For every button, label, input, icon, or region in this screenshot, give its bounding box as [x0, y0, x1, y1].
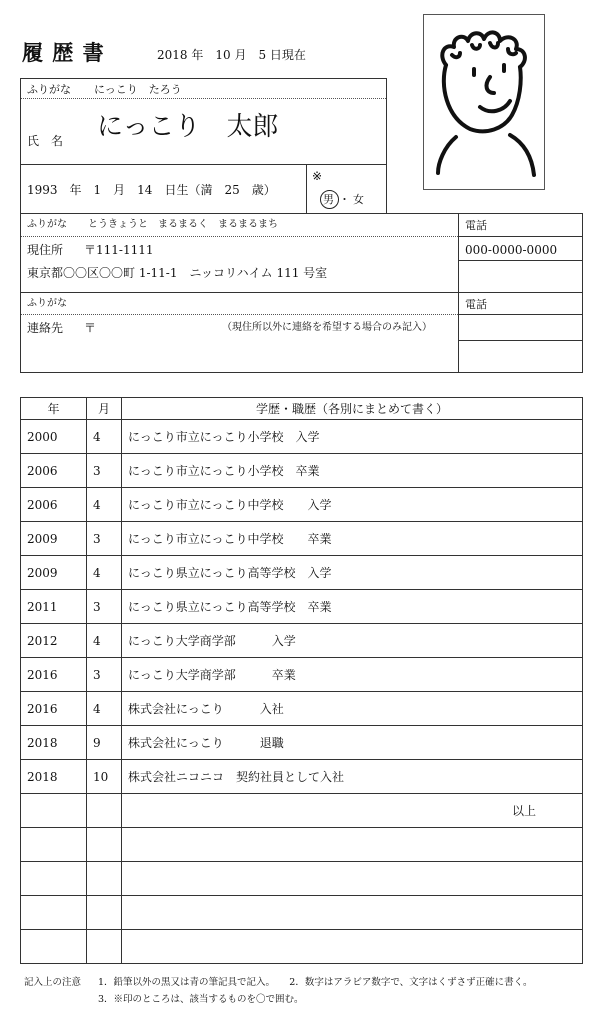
history-desc-cell — [122, 828, 583, 862]
history-month-cell — [87, 862, 122, 896]
history-desc-cell — [122, 896, 583, 930]
notes-line-1: 1．鉛筆以外の黒又は青の筆記具で記入。 2．数字はアラビア数字で、文字はくずさず正確に書く。 — [98, 977, 533, 988]
history-desc-cell: 株式会社ニコニコ 契約社員として入社 — [122, 760, 583, 794]
history-end-mark: 以上 — [122, 794, 583, 828]
table-row — [21, 658, 583, 692]
history-month-cell: 3 — [87, 522, 122, 556]
history-month-cell — [87, 930, 122, 964]
address-line: 東京都〇〇区〇〇町 1-11-1 ニッコリハイム 111 号室 — [27, 266, 328, 280]
history-year-cell — [21, 862, 87, 896]
table-row — [21, 862, 583, 896]
table-row — [21, 794, 583, 828]
address-phone-value: 000-0000-0000 — [465, 243, 558, 257]
history-year-cell: 2016 — [21, 692, 87, 726]
history-table — [20, 397, 583, 964]
table-row — [21, 828, 583, 862]
contact-furigana-label: ふりがな — [27, 298, 67, 309]
address-phone-label: 電話 — [465, 219, 487, 232]
history-month-cell: 3 — [87, 590, 122, 624]
history-header-row — [21, 398, 583, 420]
history-desc-cell: にっこり大学商学部 卒業 — [122, 658, 583, 692]
table-row — [21, 590, 583, 624]
name-value: にっこり 太郎 — [97, 112, 279, 142]
history-year-cell: 2009 — [21, 522, 87, 556]
history-year-cell: 2006 — [21, 454, 87, 488]
contact-phone-label: 電話 — [465, 298, 487, 311]
history-year-cell: 2011 — [21, 590, 87, 624]
document-date: 2018 年 10 月 5 日現在 — [157, 48, 306, 62]
history-desc-cell: にっこり県立にっこり高等学校 入学 — [122, 556, 583, 590]
history-desc-cell: にっこり大学商学部 入学 — [122, 624, 583, 658]
table-row — [21, 760, 583, 794]
history-year-cell — [21, 930, 87, 964]
history-desc-cell: にっこり市立にっこり中学校 入学 — [122, 488, 583, 522]
history-desc-cell: にっこり市立にっこり中学校 卒業 — [122, 522, 583, 556]
name-furigana-value: にっこり たろう — [94, 83, 182, 96]
address-furigana-label: ふりがな — [27, 219, 67, 230]
table-row — [21, 454, 583, 488]
history-month-cell: 4 — [87, 488, 122, 522]
history-desc-cell — [122, 930, 583, 964]
history-month-cell — [87, 896, 122, 930]
smiley-face-drawing-icon — [424, 15, 544, 189]
history-month-cell: 4 — [87, 556, 122, 590]
history-col-desc: 学歴・職歴（各別にまとめて書く） — [122, 398, 583, 420]
table-row — [21, 488, 583, 522]
photo-box — [423, 14, 545, 190]
history-year-cell: 2018 — [21, 760, 87, 794]
history-month-cell: 4 — [87, 692, 122, 726]
gender-separator: ・ — [339, 193, 350, 206]
history-month-cell: 9 — [87, 726, 122, 760]
gender-male: 男 — [323, 193, 334, 206]
history-desc-cell: にっこり県立にっこり高等学校 卒業 — [122, 590, 583, 624]
history-year-cell — [21, 896, 87, 930]
history-desc-cell — [122, 862, 583, 896]
history-month-cell: 10 — [87, 760, 122, 794]
name-furigana-label: ふりがな — [27, 83, 71, 96]
history-desc-cell: 株式会社にっこり 退職 — [122, 726, 583, 760]
address-postal: 〒111-1111 — [84, 243, 154, 257]
address-furigana-value: とうきょうと まるまるく まるまるまち — [88, 219, 278, 230]
history-desc-cell: にっこり市立にっこり小学校 入学 — [122, 420, 583, 454]
notes-label: 記入上の注意 — [24, 977, 82, 988]
history-desc-cell: にっこり市立にっこり小学校 卒業 — [122, 454, 583, 488]
history-month-cell: 3 — [87, 658, 122, 692]
history-month-cell — [87, 794, 122, 828]
table-row — [21, 896, 583, 930]
table-row — [21, 556, 583, 590]
gender-note-mark: ※ — [312, 169, 323, 183]
table-row — [21, 692, 583, 726]
history-year-cell — [21, 794, 87, 828]
history-year-cell: 2006 — [21, 488, 87, 522]
contact-note: （現住所以外に連絡を希望する場合のみ記入） — [222, 322, 432, 333]
notes-line-2: 3．※印のところは、該当するものを〇で囲む。 — [98, 994, 304, 1005]
history-month-cell: 3 — [87, 454, 122, 488]
history-desc-cell: 株式会社にっこり 入社 — [122, 692, 583, 726]
history-year-cell: 2009 — [21, 556, 87, 590]
name-label: 氏 名 — [27, 134, 64, 148]
table-row — [21, 930, 583, 964]
table-row — [21, 420, 583, 454]
table-row — [21, 522, 583, 556]
history-month-cell: 4 — [87, 624, 122, 658]
table-row — [21, 726, 583, 760]
history-month-cell: 4 — [87, 420, 122, 454]
history-col-month: 月 — [87, 398, 122, 420]
gender-female: 女 — [353, 193, 364, 206]
history-year-cell: 2018 — [21, 726, 87, 760]
history-col-year: 年 — [21, 398, 87, 420]
history-year-cell: 2016 — [21, 658, 87, 692]
address-label: 現住所 — [27, 243, 64, 257]
history-year-cell: 2000 — [21, 420, 87, 454]
contact-postal: 〒 — [84, 321, 97, 335]
history-month-cell — [87, 828, 122, 862]
history-year-cell — [21, 828, 87, 862]
table-row — [21, 624, 583, 658]
history-year-cell: 2012 — [21, 624, 87, 658]
contact-label: 連絡先 — [27, 321, 64, 335]
birth-date: 1993 年 1 月 14 日生（満 25 歳） — [27, 183, 276, 197]
document-title: 履 歴 書 — [22, 40, 105, 65]
